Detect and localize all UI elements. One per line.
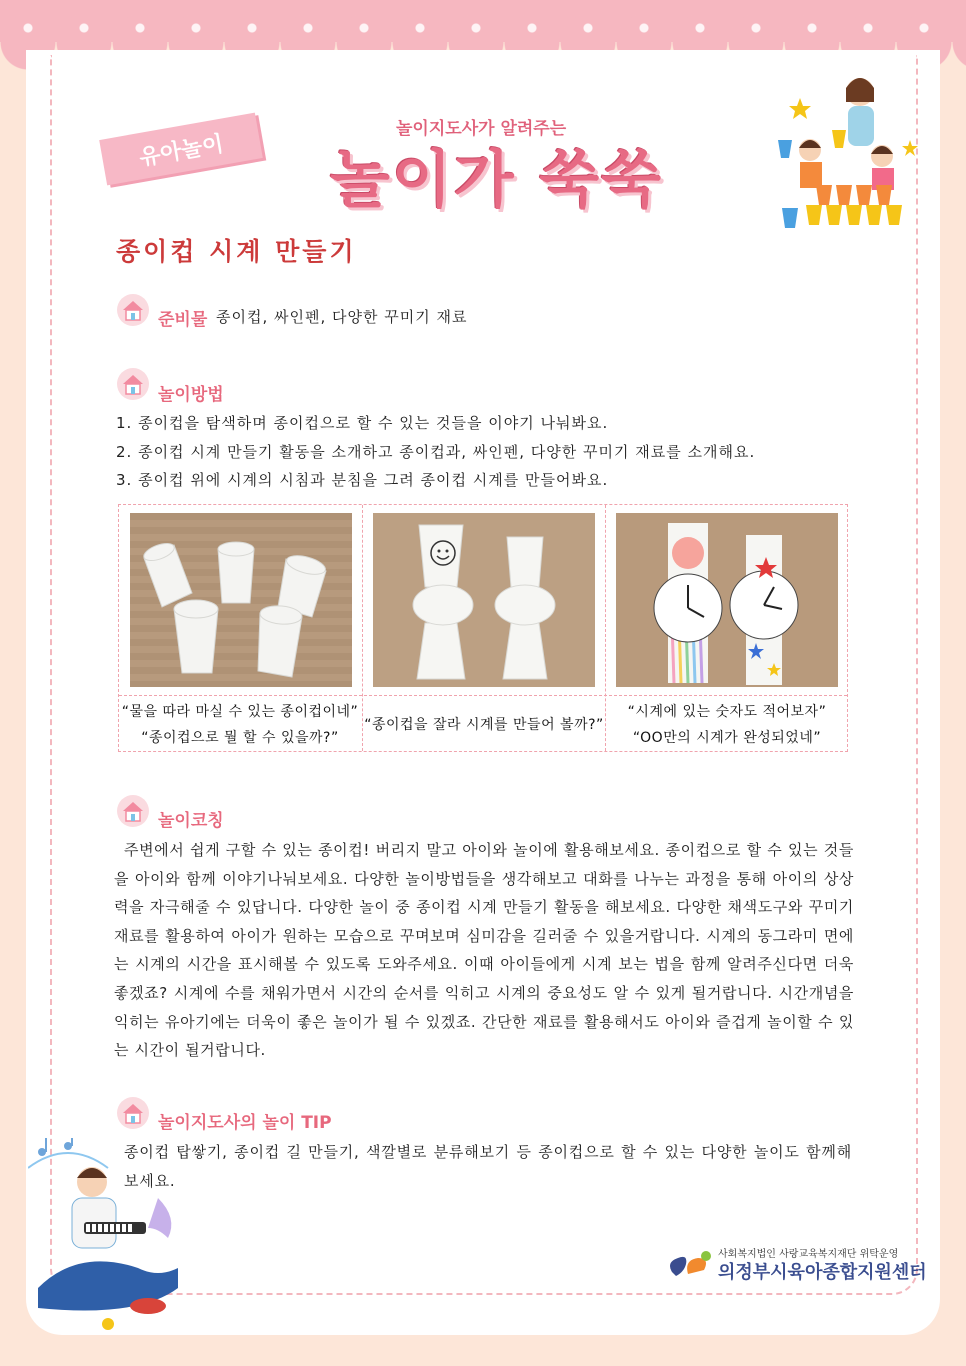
materials-label: 준비물 <box>158 310 208 330</box>
caption-line: “시계에 있는 숫자도 적어보자” <box>627 704 827 720</box>
tip-text: 종이컵 탑쌓기, 종이컵 길 만들기, 색깔별로 분류해보기 등 종이컵으로 할 수 있는 다양한 놀이도 함께해보세요. <box>124 1143 852 1190</box>
coaching-label: 놀이코칭 <box>158 811 224 831</box>
photo-paper-cups <box>130 513 352 687</box>
method-step-2: 2. 종이컵 시계 만들기 활동을 소개하고 종이컵과, 싸인펜, 다양한 꾸미기 재료를 소개해요. <box>116 443 756 461</box>
main-title: 놀이가 쑥쑥 <box>330 143 664 216</box>
house-icon <box>116 794 150 828</box>
header-subtitle: 놀이지도사가 알려주는 <box>396 119 567 139</box>
coaching-text: 주변에서 쉽게 구할 수 있는 종이컵! 버리지 말고 아이와 놀이에 활용해보세요. 종이컵으로 할 수 있는 것들을 아이와 함께 이야기나눠보세요. 다양한 놀이방법들을 생각해보고 대화를 나누는 과정을 통해 아이의 상상력을 자극해줄 수 있답니다. 다양한 놀이 중 종이컵 시계 만들기 활동을 해보세요. 다양한 채색도구와 꾸미기 재료를 활용하여 아이가 원하는 모습으로 꾸며보며 심미감을 길러줄 수 있을거랍니다. 시계의 동그라미 면에는 시계의 시간을 표시해볼 수 있도록 도와주세요. 이때 아이들에게 시계 보는 법을 함께 알려주신다면 더욱 좋겠죠? 시계에 수를 채워가면서 시간의 순서를 익히고 시계의 중요성도 알 수 있게 될거랍니다. 시간개념을 익히는 유아기에는 더욱이 좋은 놀이가 될 수 있겠죠. 간단한 재료를 활용해서도 아이와 즐겁게 놀이할 수 있는 시간이 될거랍니다. <box>114 841 854 1060</box>
photo-1-caption <box>119 699 361 751</box>
tip-label: 놀이지도사의 놀이 TIP <box>158 1113 332 1133</box>
decorative-dots <box>0 22 966 34</box>
photo-cut-cups <box>373 513 595 687</box>
photo-table <box>118 504 848 752</box>
caption-line: “OO만의 시계가 완성되었네” <box>632 730 822 746</box>
page-title: 종이컵 시계 만들기 <box>116 237 357 266</box>
method-step-3: 3. 종이컵 위에 시계의 시침과 분침을 그려 종이컵 시계를 만들어봐요. <box>116 471 609 489</box>
house-icon <box>116 1096 150 1130</box>
materials-text: 종이컵, 싸인펜, 다양한 꾸미기 재료 <box>216 308 468 326</box>
musician-illustration <box>28 1138 208 1338</box>
photo-3-caption <box>606 699 848 751</box>
caption-line: “종이컵을 잘라 시계를 만들어 볼까?” <box>364 717 604 733</box>
house-icon <box>116 293 150 327</box>
category-tag: 유아놀이 <box>99 113 263 186</box>
method-label: 놀이방법 <box>158 385 224 405</box>
cup-stacking-illustration <box>770 70 930 230</box>
method-step-1: 1. 종이컵을 탐색하며 종이컵으로 할 수 있는 것들을 이야기 나눠봐요. <box>116 414 609 432</box>
house-icon <box>116 367 150 401</box>
caption-line: “물을 따라 마실 수 있는 종이컵이네” <box>121 704 359 720</box>
photo-2-caption <box>363 712 605 738</box>
photo-finished-clocks <box>616 513 838 687</box>
org-subtitle: 사회복지법인 사랑교육복지재단 위탁운영 <box>718 1249 899 1260</box>
center-logo-icon <box>666 1246 716 1282</box>
org-name: 의정부시육아종합지원센터 <box>718 1262 927 1283</box>
caption-line: “종이컵으로 뭘 할 수 있을까?” <box>141 730 339 746</box>
